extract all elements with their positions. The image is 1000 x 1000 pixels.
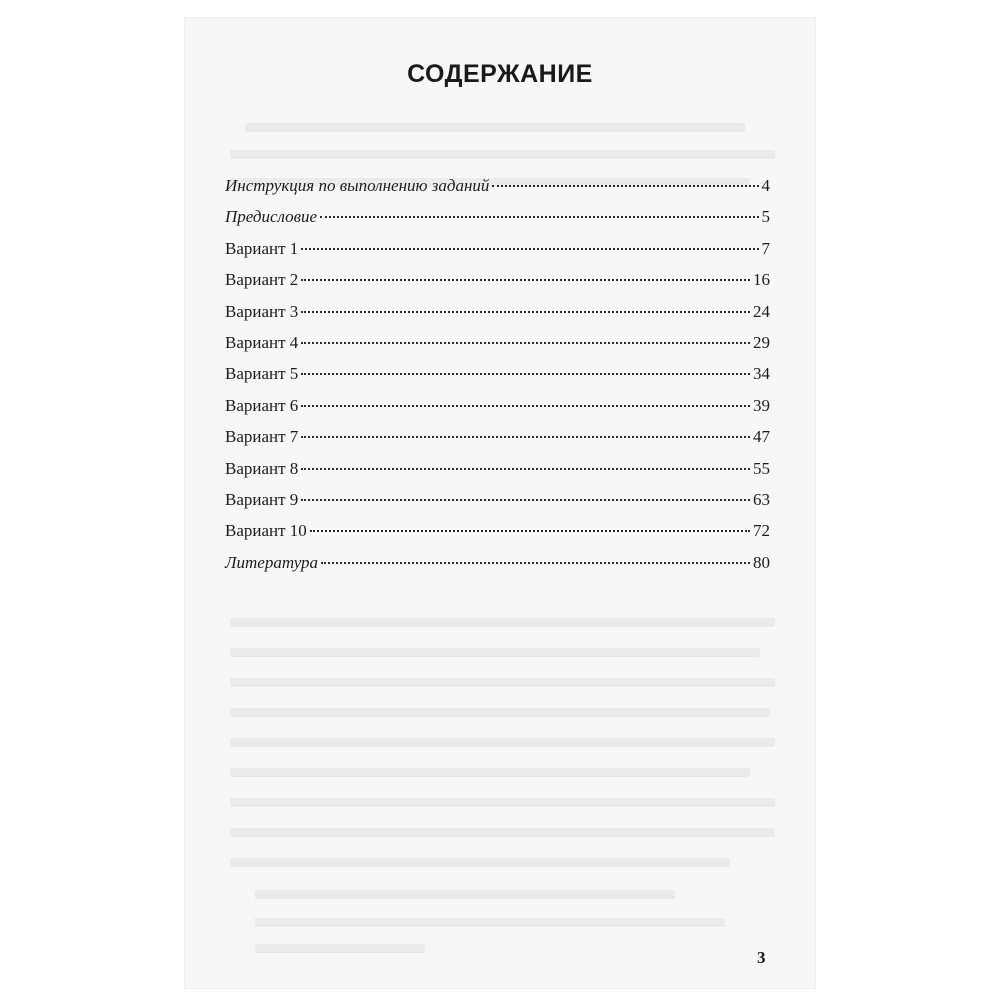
toc-entry-label: Вариант 1 bbox=[225, 238, 299, 258]
table-of-contents bbox=[225, 176, 770, 584]
toc-entry[interactable] bbox=[225, 333, 770, 364]
toc-entry-label: Предисловие bbox=[225, 207, 318, 227]
toc-entry[interactable] bbox=[225, 270, 770, 301]
toc-entry[interactable] bbox=[225, 396, 770, 427]
bleed-through-line bbox=[230, 858, 730, 867]
toc-entry[interactable] bbox=[225, 490, 770, 521]
toc-entry[interactable] bbox=[225, 521, 770, 552]
toc-entry[interactable] bbox=[225, 553, 770, 584]
toc-entry-page: 47 bbox=[753, 427, 770, 447]
toc-entry[interactable] bbox=[225, 207, 770, 238]
toc-entry-label: Вариант 3 bbox=[225, 301, 299, 321]
toc-entry-label: Вариант 4 bbox=[225, 332, 299, 352]
bleed-through-line bbox=[230, 618, 775, 627]
toc-dot-leader bbox=[301, 311, 750, 313]
toc-entry[interactable] bbox=[225, 239, 770, 270]
toc-entry-page: 63 bbox=[753, 489, 770, 509]
bleed-through-line bbox=[255, 890, 675, 899]
toc-dot-leader bbox=[301, 405, 750, 407]
toc-entry-label: Инструкция по выполнению заданий bbox=[225, 176, 490, 195]
page-title: СОДЕРЖАНИЕ bbox=[407, 60, 593, 88]
bleed-through-line bbox=[230, 798, 775, 807]
bleed-through-line bbox=[230, 828, 775, 837]
toc-entry-page: 72 bbox=[753, 521, 770, 541]
toc-entry-page: 39 bbox=[753, 395, 770, 415]
bleed-through-line bbox=[230, 768, 750, 777]
toc-dot-leader bbox=[321, 562, 750, 564]
bleed-through-line bbox=[245, 123, 745, 132]
toc-entry-page: 34 bbox=[753, 364, 770, 384]
toc-entry-page: 7 bbox=[761, 238, 770, 258]
bleed-through-line bbox=[230, 708, 770, 717]
toc-entry-page: 4 bbox=[761, 176, 770, 195]
toc-dot-leader bbox=[301, 499, 750, 501]
toc-entry-label: Вариант 10 bbox=[225, 521, 307, 541]
toc-entry-label: Вариант 9 bbox=[225, 489, 299, 509]
toc-entry-page: 29 bbox=[753, 332, 770, 352]
bleed-through-line bbox=[230, 648, 760, 657]
toc-dot-leader bbox=[320, 216, 758, 218]
toc-dot-leader bbox=[301, 373, 750, 375]
toc-entry-page: 80 bbox=[753, 552, 770, 572]
toc-entry[interactable] bbox=[225, 176, 770, 207]
toc-entry[interactable] bbox=[225, 302, 770, 333]
toc-entry[interactable] bbox=[225, 427, 770, 458]
toc-dot-leader bbox=[310, 530, 750, 532]
toc-entry[interactable] bbox=[225, 459, 770, 490]
bleed-through-line bbox=[255, 944, 425, 953]
bleed-through-line bbox=[230, 678, 775, 687]
toc-entry-page: 55 bbox=[753, 458, 770, 478]
toc-entry-label: Вариант 7 bbox=[225, 427, 299, 447]
page-number: 3 bbox=[757, 948, 766, 967]
toc-entry-label: Вариант 5 bbox=[225, 364, 299, 384]
toc-dot-leader bbox=[301, 248, 758, 250]
toc-dot-leader bbox=[301, 468, 750, 470]
toc-dot-leader bbox=[301, 279, 750, 281]
toc-entry-label: Вариант 2 bbox=[225, 270, 299, 290]
toc-dot-leader bbox=[301, 342, 750, 344]
toc-dot-leader bbox=[301, 436, 750, 438]
bleed-through-line bbox=[230, 150, 775, 159]
toc-entry[interactable] bbox=[225, 364, 770, 395]
bleed-through-line bbox=[255, 918, 725, 927]
toc-entry-label: Литература bbox=[225, 552, 319, 572]
toc-entry-page: 16 bbox=[753, 270, 770, 290]
toc-entry-label: Вариант 6 bbox=[225, 395, 299, 415]
toc-entry-page: 5 bbox=[761, 207, 770, 227]
toc-entry-label: Вариант 8 bbox=[225, 458, 299, 478]
toc-dot-leader bbox=[492, 185, 758, 187]
toc-entry-page: 24 bbox=[753, 301, 770, 321]
bleed-through-line bbox=[230, 738, 775, 747]
